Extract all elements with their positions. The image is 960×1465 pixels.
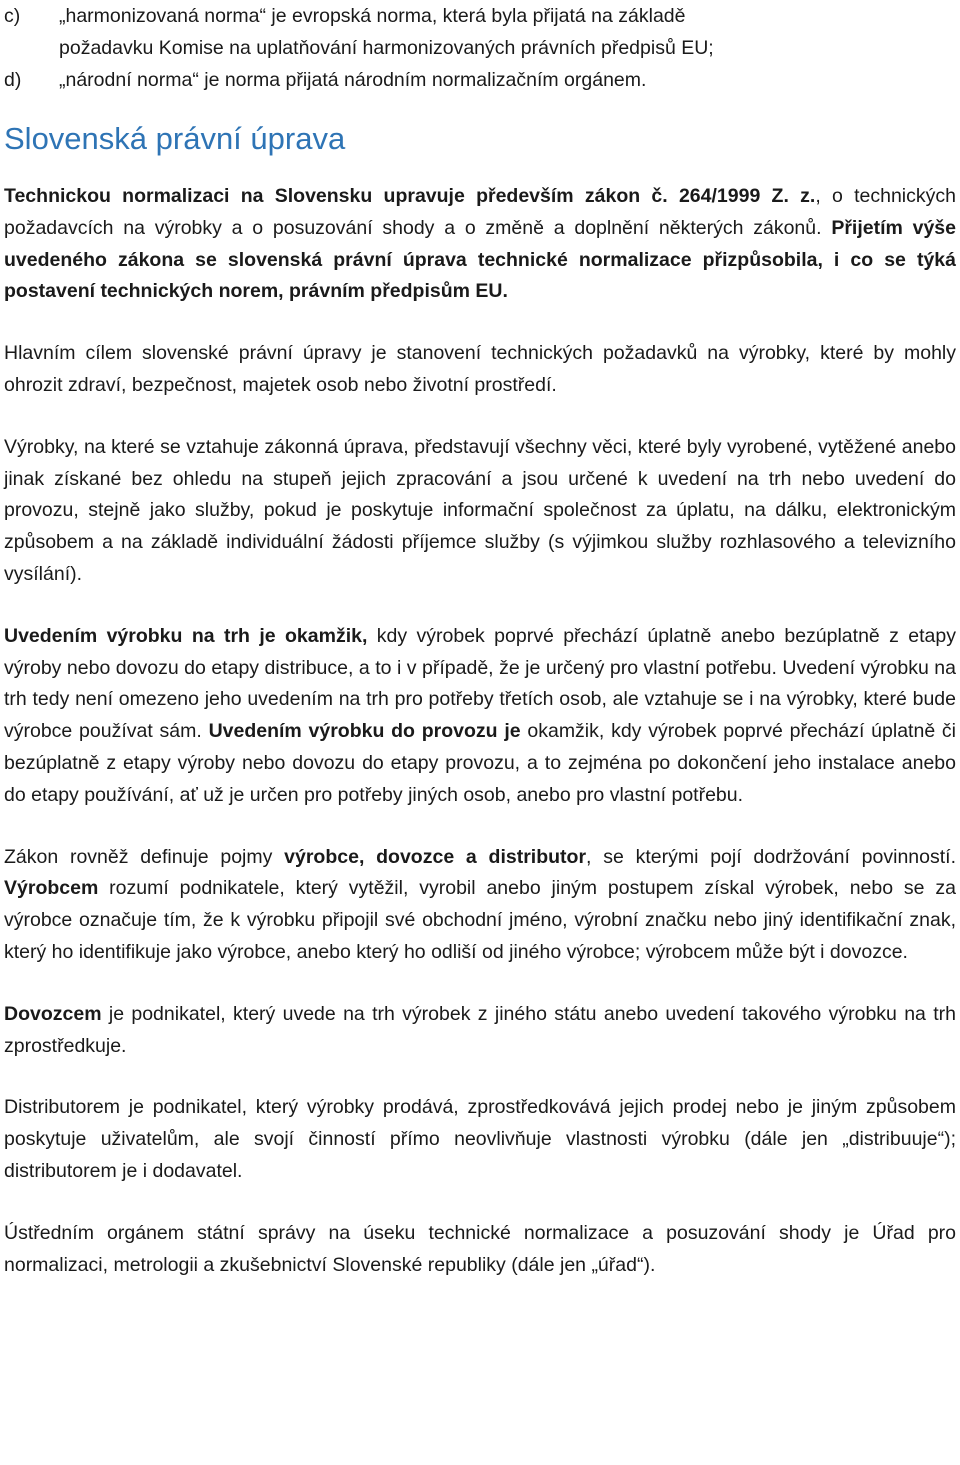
paragraph-definitions: Zákon rovněž definuje pojmy výrobce, dovozce a distributor, se kterými pojí dodržování povinností. Výrobcem rozumí podnikatele, který vytěžil, vyrobil anebo jiným postupem získal výrobek, nebo se za výrobce označuje tím, že k výrobku připojil své obchodní jméno, výrobní značku nebo jiný identifikační znak, který ho identifikuje jako výrobce, anebo který ho odliší od jiného výrobce; výrobcem může být i dovozce. xyxy=(4,845,956,963)
definition-list xyxy=(4,0,956,96)
list-item-text: „harmonizovaná norma“ je evropská norma, která byla přijatá na základě požadavku Komise na uplatňování harmonizovaných právních předpisů EU; xyxy=(59,5,714,59)
list-marker: c) xyxy=(4,5,21,27)
list-item xyxy=(4,0,956,64)
paragraph-products: Výrobky, na které se vztahuje zákonná úprava, představují všechny věci, které byly vyrobené, vytěžené anebo jinak získané bez ohledu na stupeň jejich zpracování a jsou určené k uvedení na trh nebo uvedení do provozu, stejně jako služby, pokud je poskytuje informační společnost za úplatu, na dálku, elektronickým způsobem a na základě individuální žádosti příjemce služby (s výjimkou služby rozhlasového a televizního vysílání). xyxy=(4,435,956,585)
paragraph-market-placement: Uvedením výrobku na trh je okamžik, kdy výrobek poprvé přechází úplatně anebo bezúplatně z etapy výroby nebo dovozu do etapy distribuce, a to i v případě, že je určený pro vlastní potřebu. Uvedení výrobku na trh tedy není omezeno jeho uvedením na trh pro potřeby třetích osob, ale vztahuje se i na výrobky, které bude výrobce používat sám. Uvedením výrobku do provozu je okamžik, kdy výrobek poprvé přechází úplatně či bezúplatně z etapy výroby nebo dovozu do etapy provozu, a to zejména po dokončení jeho instalace anebo do etapy používání, ať už je určen pro potřeby jiných osob, anebo pro vlastní potřebu. xyxy=(4,624,957,806)
paragraph-goal: Hlavním cílem slovenské právní úpravy je stanovení technických požadavků na výrobky, které by mohly ohrozit zdraví, bezpečnost, majetek osob nebo životní prostředí. xyxy=(4,342,956,396)
paragraph-intro: Technickou normalizaci na Slovensku upravuje především zákon č. 264/1999 Z. z., o technických požadavcích na výrobky a o posuzování shody a o změně a doplnění některých zákonů. Přijetím výše uvedeného zákona se slovenská právní úprava technické normalizace přizpůsobila, i co se týká postavení technických norem, právním předpisům EU. xyxy=(4,185,956,303)
paragraph-authority: Ústředním orgánem státní správy na úseku technické normalizace a posuzování shody je Úřad pro normalizaci, metrologii a zkušebnictví Slovenské republiky (dále jen „úřad“). xyxy=(4,1221,956,1276)
list-item-text: „národní norma“ je norma přijatá národním normalizačním orgánem. xyxy=(59,69,647,91)
list-item xyxy=(4,64,956,96)
paragraph-distributor: Distributorem je podnikatel, který výrobky prodává, zprostředkovává jejich prodej nebo je jiným způsobem poskytuje uživatelům, ale svojí činností přímo neovlivňuje vlastnosti výrobku (dále jen „distribuuje“); distributorem je i dodavatel. xyxy=(4,1096,956,1182)
paragraph-importer: Dovozcem je podnikatel, který uvede na trh výrobek z jiného státu anebo uvedení takového výrobku na trh zprostředkuje. xyxy=(4,1002,956,1057)
section-heading: Slovenská právní úprava xyxy=(4,121,346,156)
list-marker: d) xyxy=(4,69,22,91)
